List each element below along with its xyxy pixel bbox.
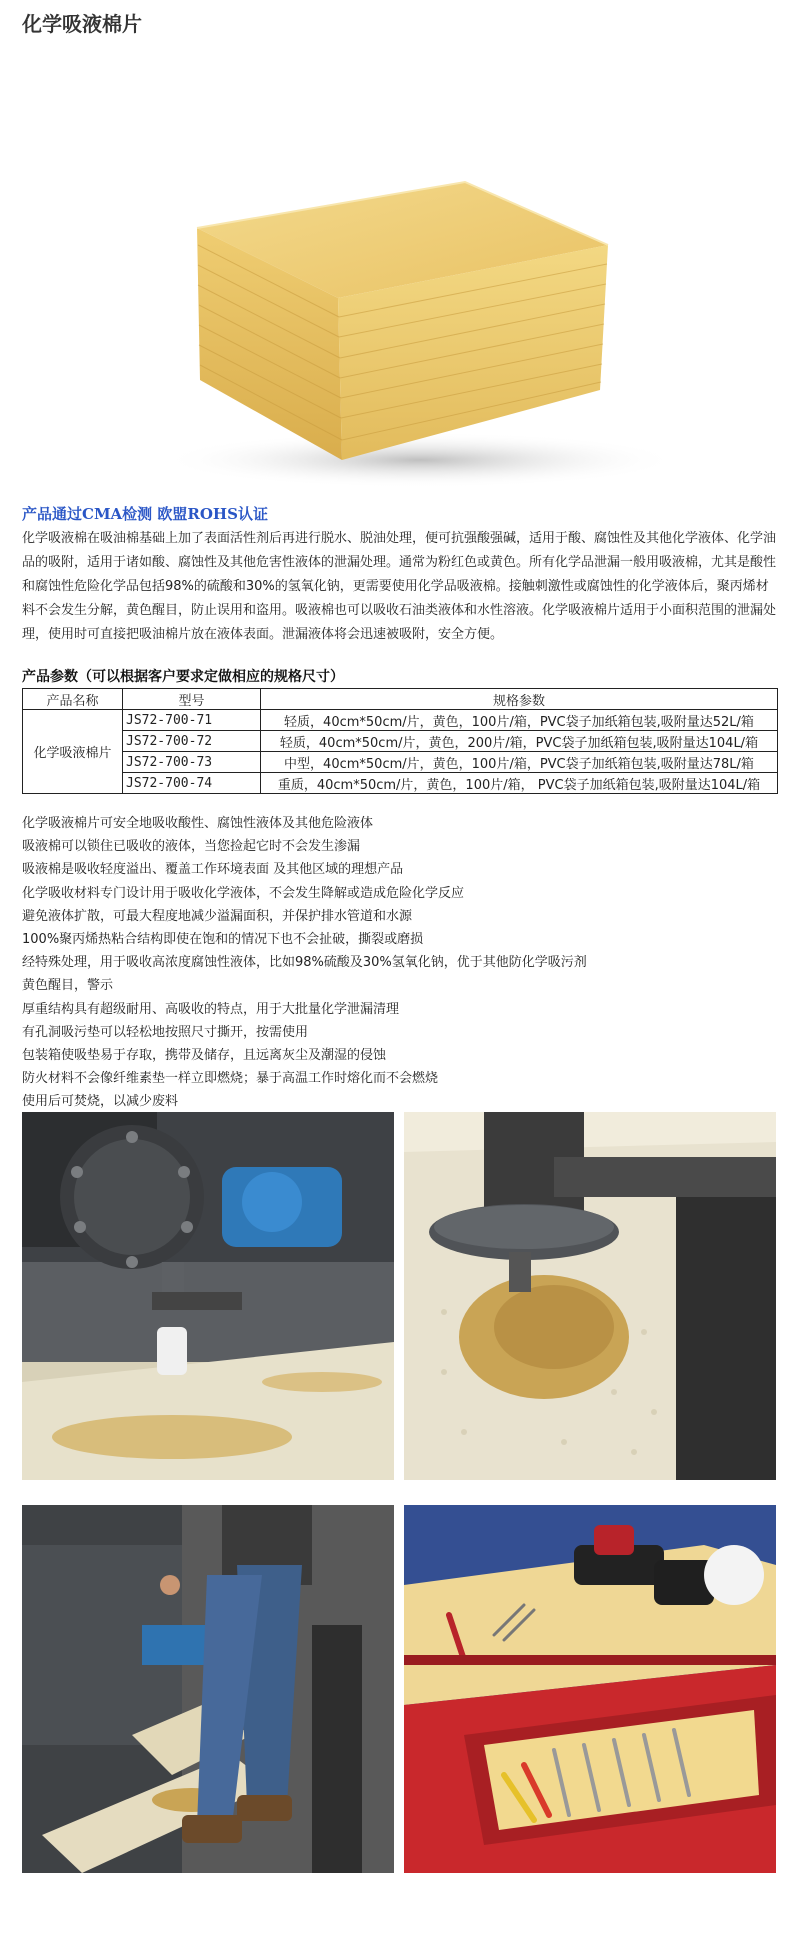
spec-cell: 重质，40cm*50cm/片，黄色，100片/箱， PVC袋子加纸箱包装,吸附量达104L/箱 (261, 773, 778, 794)
list-item: 吸液棉是吸收轻度溢出、覆盖工作环境表面 及其他区域的理想产品 (22, 862, 404, 878)
model-cell: JS72-700-74 (123, 773, 261, 794)
list-item: 避免液体扩散，可最大程度地减少溢漏面积，并保护排水管道和水源 (22, 908, 413, 924)
params-heading: 产品参数（可以根据客户要求定做相应的规格尺寸） (22, 669, 344, 685)
list-item: 厚重结构具有超级耐用、高吸收的特点，用于大批量化学泄漏清理 (22, 1001, 400, 1017)
model-cell: JS72-700-73 (123, 752, 261, 773)
header-product-name: 产品名称 (23, 689, 123, 710)
header-spec: 规格参数 (261, 689, 778, 710)
list-item: 经特殊处理，用于吸收高浓度腐蚀性液体，比如98%硫酸及30%氢氧化钠，优于其他防化学吸污剂 (22, 955, 587, 971)
list-item: 防火材料不会像纤维素垫一样立即燃烧；暴于高温工作时熔化而不会燃烧 (22, 1071, 439, 1087)
spec-table (22, 688, 778, 794)
certification-heading: 产品通过CMA检测 欧盟ROHS认证 (22, 505, 268, 523)
page-title: 化学吸液棉片 (22, 12, 142, 36)
list-item: 包装箱使吸垫易于存取，携带及储存，且远离灰尘及潮湿的侵蚀 (22, 1048, 387, 1064)
spec-cell: 中型，40cm*50cm/片，黄色，100片/箱，PVC袋子加纸箱包装,吸附量达78L/箱 (261, 752, 778, 773)
product-image (0, 40, 800, 500)
feature-list (22, 812, 587, 1114)
spec-cell: 轻质，40cm*50cm/片，黄色，100片/箱，PVC袋子加纸箱包装,吸附量达52L/箱 (261, 710, 778, 731)
list-item: 100%聚丙烯热粘合结构即使在饱和的情况下也不会扯破，撕裂或磨损 (22, 932, 424, 948)
table-row (23, 731, 778, 752)
product-introduction: 化学吸液棉在吸油棉基础上加了表面活性剂后再进行脱水、脱油处理，便可抗强酸强碱，适用于酸、腐蚀性及其他化学液体、化学油品的吸附，适用于诸如酸、腐蚀性及其他危害性液体的泄漏处理。通常为粉红色或黄色。所有化学品泄漏一般用吸液棉，尤其是酸性和腐蚀性危险化学品包括98%的硫酸和30%的氢氧化钠，更需要使用化学品吸液棉。接触刺激性或腐蚀性的化学液体后，聚丙烯材料不会发生分解，黄色醒目，防止误用和盗用。吸液棉也可以吸收石油类液体和水性溶液。化学吸液棉片适用于小面积范围的泄漏处理，使用时可直接把吸油棉片放在液体表面。泄漏液体将会迅速被吸附，安全方便。 (22, 531, 777, 642)
table-row (23, 752, 778, 773)
usage-photo-tool-chest (404, 1505, 776, 1873)
list-item: 使用后可焚烧，以减少废料 (22, 1094, 179, 1110)
list-item: 有孔洞吸污垫可以轻松地按照尺寸撕开，按需使用 (22, 1024, 309, 1040)
list-item: 化学吸液棉片可安全地吸收酸性、腐蚀性液体及其他危险液体 (22, 816, 374, 831)
table-row (23, 710, 778, 731)
table-header-row (23, 689, 778, 710)
header-model: 型号 (123, 689, 261, 710)
list-item: 吸液棉可以锁住已吸收的液体，当您捡起它时不会发生渗漏 (22, 839, 361, 855)
usage-photo-pipe-leak (22, 1112, 394, 1480)
usage-photo-worker (22, 1505, 394, 1873)
product-name-cell: 化学吸液棉片 (23, 710, 123, 794)
spec-cell: 轻质，40cm*50cm/片，黄色，200片/箱，PVC袋子加纸箱包装,吸附量达104L/箱 (261, 731, 778, 752)
list-item: 化学吸收材料专门设计用于吸收化学液体，不会发生降解或造成危险化学反应 (22, 885, 465, 901)
model-cell: JS72-700-71 (123, 710, 261, 731)
usage-photo-flange-stain (404, 1112, 776, 1480)
model-cell: JS72-700-72 (123, 731, 261, 752)
table-row (23, 773, 778, 794)
list-item: 黄色醒目，警示 (22, 978, 114, 994)
